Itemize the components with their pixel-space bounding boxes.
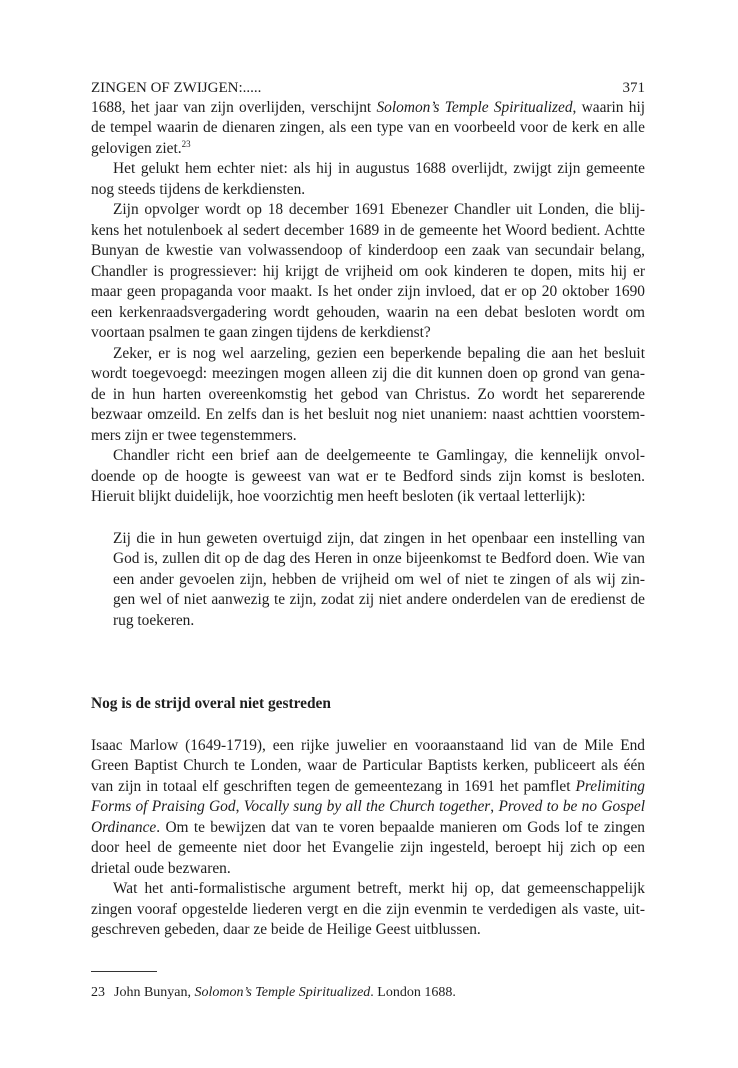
text-run: kens het notulenboek al sedert december 1689 in de gemeente het Woord bedient. Achtte (91, 221, 645, 239)
text-run: mers zijn er twee tegenstemmers. (91, 426, 297, 444)
text-line (91, 426, 645, 447)
text-line (91, 777, 645, 798)
text-run: door heel de gemeente niet door het Evangelie zijn ingesteld, beroept hij zich op een (91, 839, 645, 857)
paragraph (113, 529, 645, 632)
text-line (113, 549, 645, 570)
text-line (91, 818, 645, 839)
text-run: Zij die in hun geweten overtuigd zijn, dat zingen in het openbaar een instelling van (113, 529, 645, 547)
italic-title: Solomon’s Temple Spiritualized (376, 98, 573, 116)
text-run: Hieruit blijkt duidelijk, hoe voorzichtig men heeft besloten (ik vertaal letterlijk): (91, 488, 586, 506)
paragraph (91, 98, 645, 160)
paragraph (91, 344, 645, 447)
italic-title: Forms of Praising God (91, 798, 236, 816)
footnote-rest: . London 1688. (370, 985, 456, 1000)
paragraph (91, 446, 645, 508)
text-line (91, 879, 645, 900)
italic-title: Prelimiting (575, 777, 645, 795)
text-line (91, 405, 645, 426)
text-run: van zijn in totaal elf geschriften tegen de gemeentezang in 1691 het pamflet (91, 777, 576, 795)
text-run: zingen vooraf opgestelde liederen vergt en die zijn evenmin te verdedigen als vaste, uit- (91, 900, 645, 918)
text-run: Isaac Marlow (1649-1719), een rijke juwelier en vooraanstaand lid van de Mile End (91, 736, 645, 754)
page-number: 371 (622, 80, 645, 96)
paragraph (91, 879, 645, 941)
text-run: . Om te bewijzen dat van te voren bepaalde manieren om Gods lof te zingen (156, 818, 645, 836)
text-line (91, 118, 645, 139)
text-run: bezwaar omzeild. En zelfs dan is het besluit nog niet unaniem: naast achttien voorstem- (91, 406, 645, 424)
paragraph (91, 736, 645, 880)
text-line (91, 200, 645, 221)
footnote (91, 984, 456, 1002)
footnote-author: John Bunyan, (114, 985, 195, 1000)
text-run: , (490, 798, 499, 816)
text-run: een kerkenraadsvergadering wordt gehouden, waarin na een debat besloten wordt om (91, 303, 645, 321)
text-line (91, 180, 645, 201)
text-line (91, 900, 645, 921)
text-run: maar geen propaganda voor maakt. Is het onder zijn invloed, dat er op 20 oktober 1690 (91, 283, 645, 301)
text-line (91, 797, 645, 818)
text-line (91, 98, 645, 119)
text-run: God is, zullen dit op de dag des Heren in onze bijeenkomst te Bedford doen. Wie van (113, 550, 645, 568)
text-run: wordt toegevoegd: meezingen mogen alleen zij die dit kunnen doen op grond van gena- (91, 365, 645, 383)
body-text-bottom (91, 736, 645, 941)
block-quote (113, 529, 645, 632)
text-run: voortaan psalmen te gaan zingen tijdens de kerkdienst? (91, 324, 431, 342)
italic-title: Vocally sung by all the Church together (243, 798, 491, 816)
text-line (91, 241, 645, 262)
text-line (91, 159, 645, 180)
text-line (91, 221, 645, 242)
text-line (91, 736, 645, 757)
italic-title: Ordinance (91, 818, 157, 836)
text-run: Chandler richt een brief aan de deelgemeente te Gamlingay, die kennelijk onvol- (113, 447, 645, 465)
text-run: nog steeds tijdens de kerkdiensten. (91, 180, 306, 198)
text-line (91, 344, 645, 365)
text-line (91, 467, 645, 488)
text-run: Zijn opvolger wordt op 18 december 1691 Ebenezer Chandler uit Londen, die blij- (113, 201, 645, 219)
footnote-title: Solomon’s Temple Spiritualized (194, 985, 371, 1000)
footnote-divider (91, 971, 157, 972)
text-run: drietal oude bezwaren. (91, 859, 231, 877)
text-line (113, 590, 645, 611)
text-line (91, 446, 645, 467)
text-run: gelovigen ziet. (91, 139, 182, 157)
text-run: , waarin hij (572, 98, 645, 116)
section-heading: Nog is de strijd overal niet gestreden (91, 695, 331, 712)
text-run: doende op de hoogte is geweest van wat er te Bedford sinds zijn komst is besloten. (91, 467, 645, 485)
text-line (113, 529, 645, 550)
text-run: de in hun harten overeenkomstig het gebod van Christus. Zo wordt het separerende (91, 385, 645, 403)
text-run: geschreven gebeden, daar ze beide de Heilige Geest uitblussen. (91, 921, 481, 939)
paragraph (91, 159, 645, 200)
text-line (91, 838, 645, 859)
text-line (91, 139, 645, 160)
text-line (91, 756, 645, 777)
text-line (113, 570, 645, 591)
text-run: Bunyan de kwestie van volwassendoop of kinderdoop een zaak van secundair belang, (91, 242, 645, 260)
text-run: gen wel of niet aanwezig te zijn, zodat zij niet andere onderdelen van de eredienst de (113, 591, 645, 609)
footnote-number: 23 (91, 985, 105, 1000)
text-run: de tempel waarin de dienaren zingen, als een type van en voorbeeld voor de kerk en alle (91, 119, 645, 137)
text-run: 1688, het jaar van zijn overlijden, verschijnt (91, 98, 377, 116)
text-run: , (235, 798, 244, 816)
body-text-top (91, 98, 645, 508)
text-run: een ander gevoelen zijn, hebben de vrijheid om wel of niet te zingen of als wij zin- (113, 570, 645, 588)
text-run: rug toekeren. (113, 611, 195, 629)
text-line (91, 303, 645, 324)
text-line (91, 385, 645, 406)
text-run: Wat het anti-formalistische argument betreft, merkt hij op, dat gemeenschappelijk (113, 880, 645, 898)
text-line (91, 920, 645, 941)
italic-title: Proved to be no Gospel (498, 798, 645, 816)
text-line (91, 859, 645, 880)
text-line (91, 323, 645, 344)
text-run: Green Baptist Church te Londen, waar de Particular Baptists kerken, publiceert als één (91, 757, 645, 775)
paragraph (91, 200, 645, 344)
running-title: ZINGEN OF ZWIJGEN:..... (91, 80, 262, 96)
text-line (91, 487, 645, 508)
text-run: Het gelukt hem echter niet: als hij in augustus 1688 overlijdt, zwijgt zijn gemeente (113, 160, 645, 178)
text-line (91, 364, 645, 385)
text-run: Chandler is progressiever: hij krijgt de vrijheid om ook kinderen te dopen, mits hij er (91, 262, 645, 280)
text-line (91, 262, 645, 283)
text-run: Zeker, er is nog wel aarzeling, gezien een beperkende bepaling die aan het besluit (113, 344, 645, 362)
footnote-reference[interactable]: 23 (181, 138, 191, 149)
text-line (113, 611, 645, 632)
text-line (91, 282, 645, 303)
